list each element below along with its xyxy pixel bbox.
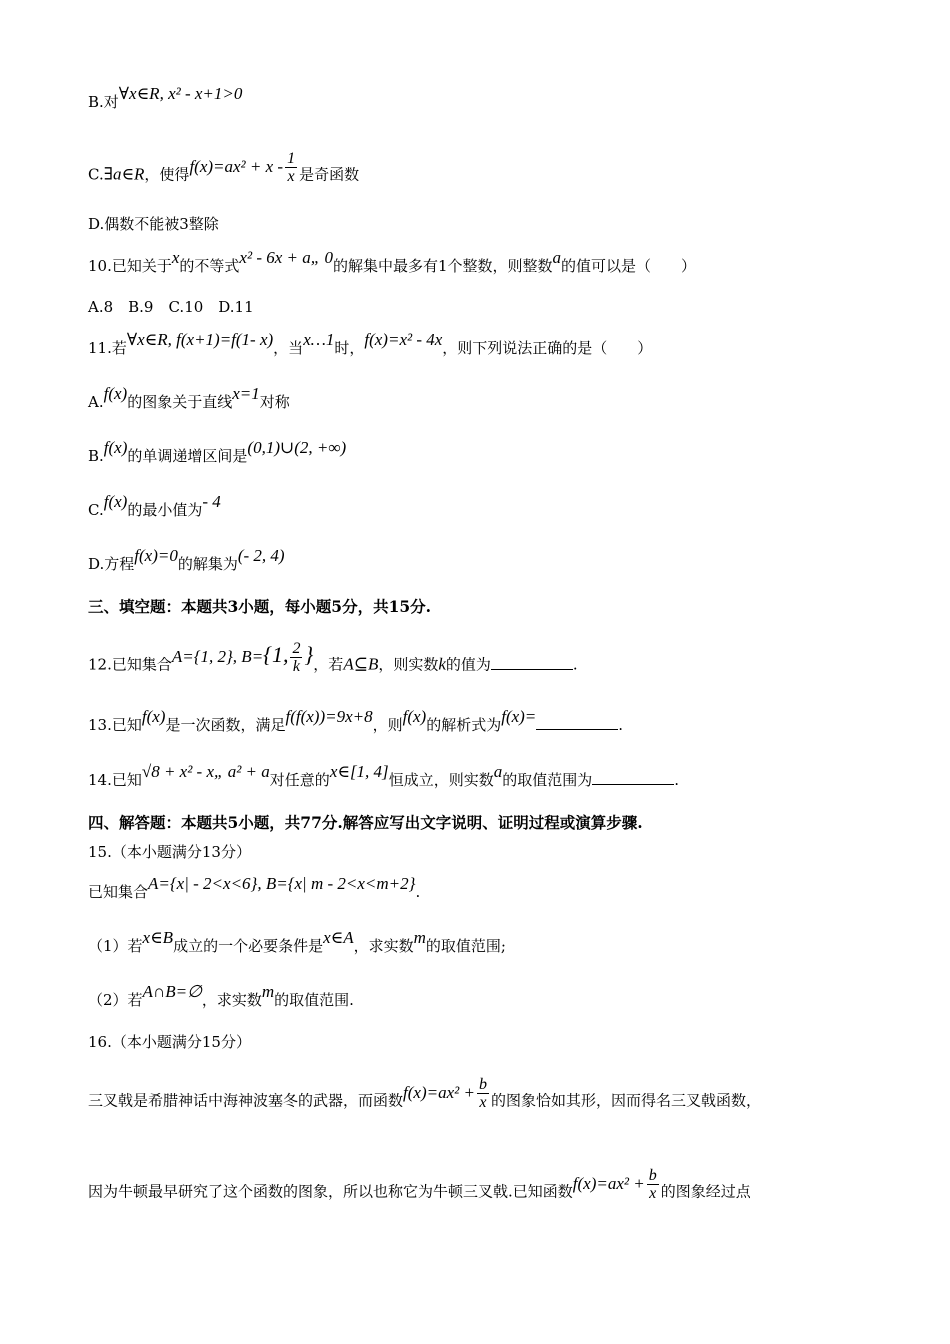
answer-blank [491,655,573,670]
math-expr: f(x)=x² - 4x [364,330,443,349]
text: 的取值范围. [274,991,354,1009]
text: ，当 [273,339,304,357]
text: 的图象关于直线 [127,393,233,411]
text: 恒成立，则实数 [388,771,494,789]
numerator: 1 [287,150,296,167]
denominator: x [649,1185,657,1202]
math-expr: f(x)=ax² + x - [189,156,284,176]
section-heading-answer [88,813,643,833]
text: 10.已知关于 [88,257,172,275]
numerator: b [478,1076,487,1093]
denominator: x [479,1094,487,1111]
text: 12.已知集合 [88,655,172,674]
option-label: A. [88,393,104,411]
text: 的不等式 [179,257,240,275]
math-expr: f(x) [103,492,128,511]
text: 15.（本小题满分13分） [88,843,251,861]
math-expr: x=1 [232,384,260,403]
q11-option-a [88,384,290,412]
text: 时， [334,339,365,357]
text: （1）若 [88,937,143,955]
section-heading: 三、填空题：本题共3小题，每小题5分，共15分. [88,597,432,616]
text: 三叉戟是希腊神话中海神波塞冬的武器，而函数 [88,1091,404,1110]
text: 的值为 [445,655,491,674]
q11-option-b [88,438,347,466]
question-15-part-1 [88,928,506,956]
math-expr: x∈B [142,928,174,947]
option-c-line [88,150,360,193]
text: 14.已知 [88,771,142,789]
math-expr: } [304,641,314,667]
math-expr: f(x)= [501,707,537,726]
math-expr: A⊆B [343,654,379,674]
text: ，则实数 [378,655,439,674]
text: 是一次函数，满足 [165,716,286,734]
math-expr: (- 2, 4) [237,546,285,565]
text: . [674,771,679,789]
math-expr: x∈A [323,928,354,947]
numerator: b [648,1167,657,1184]
math-expr: A={1, 2}, B= [171,646,264,666]
option-d-line [88,214,219,234]
question-10-options [88,297,254,317]
math-expr: ∃a∈R [103,164,145,184]
text: 13.已知 [88,716,142,734]
text: 的解析式为 [426,716,502,734]
math-expr: (0,1)∪(2, +∞) [247,438,347,457]
question-15-header [88,842,251,862]
math-expr: ∀x∈R, x² - x+1>0 [118,84,243,103]
question-16-header [88,1032,251,1052]
section-heading-fill-in [88,597,431,617]
math-expr: x² - 6x + a„ 0 [239,248,333,267]
text: 对称 [259,393,290,411]
text: ，求实数 [201,991,262,1009]
q11-option-d [88,546,285,574]
question-10 [88,248,697,276]
math-expr: x∈[1, 4] [329,762,389,781]
text: 的图象经过点 [660,1182,751,1201]
math-expr: x [171,248,180,267]
fraction [290,640,302,675]
text: ，则 [372,716,403,734]
math-expr: f(x) [141,707,166,726]
text: . [415,883,421,901]
text: 的值可以是（ ） [561,257,697,275]
section-heading: 四、解答题：本题共5小题，共77分.解答应写出文字说明、证明过程或演算步骤. [88,813,643,832]
option-label: C. [88,501,104,519]
text: ，若 [313,655,344,674]
option-b-line [88,84,243,112]
math-expr: A={x| - 2<x<6}, B={x| m - 2<x<m+2} [148,874,416,893]
math-expr: √8 + x² - x„ a² + a [141,762,270,781]
question-16-line-1 [88,1076,761,1119]
numerator: 2 [292,640,301,657]
text: 的最小值为 [127,501,203,519]
text: 16.（本小题满分15分） [88,1033,251,1051]
math-expr: f(x)=0 [134,546,178,565]
text: 因为牛顿最早研究了这个函数的图象，所以也称它为牛顿三叉戟.已知函数 [88,1182,573,1201]
text: 11.若 [88,339,127,357]
answer-blank [592,770,674,785]
text: 已知集合 [88,883,149,901]
text: 的图象恰如其形，因而得名三叉戟函数， [490,1091,761,1110]
q11-option-c [88,492,221,520]
question-13 [88,707,624,735]
option-label: D.方程 [88,555,135,573]
math-expr: m [413,928,426,947]
question-15-part-2 [88,982,354,1010]
question-12 [88,640,578,683]
fraction [477,1076,489,1111]
text: ，使得 [144,165,190,184]
math-expr: k [438,654,446,674]
option-label: B. [88,447,104,465]
text: 的解集为 [177,555,238,573]
fraction [647,1167,659,1202]
denominator: k [292,658,301,675]
math-expr: m [261,982,275,1001]
math-expr: - 4 [202,492,221,511]
math-expr: f(x) [402,707,427,726]
text: A.8 B.9 C.10 D.11 [88,298,254,316]
math-expr: f(f(x))=9x+8 [285,707,373,726]
text: . [572,655,578,674]
question-16-line-2 [88,1167,751,1210]
question-15-sets [88,874,421,902]
question-11 [88,330,653,358]
answer-blank [536,715,618,730]
math-expr: f(x)=ax² + [572,1173,645,1193]
text: ，求实数 [353,937,414,955]
text: 的单调递增区间是 [127,447,248,465]
text: （2）若 [88,991,143,1009]
math-expr: f(x)=ax² + [403,1082,475,1102]
math-expr: A∩B=∅ [142,982,202,1001]
option-label: C. [88,165,104,184]
question-14 [88,762,679,790]
math-expr: f(x) [103,438,128,457]
math-expr: f(x) [103,384,128,403]
math-expr: x…1 [303,330,335,349]
option-label: B.对 [88,93,119,111]
math-expr: ∀x∈R, f(x+1)=f(1- x) [126,330,274,349]
math-expr: {1, [263,641,289,667]
math-expr: a [493,762,503,781]
text: 成立的一个必要条件是 [173,937,324,955]
text: 的解集中最多有1个整数，则整数 [332,257,553,275]
text: 的取值范围; [425,937,506,955]
fraction [285,150,297,185]
text: 是奇函数 [299,165,360,184]
text: . [618,716,624,734]
text: ，则下列说法正确的是（ ） [442,339,653,357]
math-expr: a [552,248,561,267]
option-label: D.偶数不能被3整除 [88,215,219,233]
denominator: x [287,168,295,185]
text: 的取值范围为 [502,771,593,789]
text: 对任意的 [269,771,330,789]
